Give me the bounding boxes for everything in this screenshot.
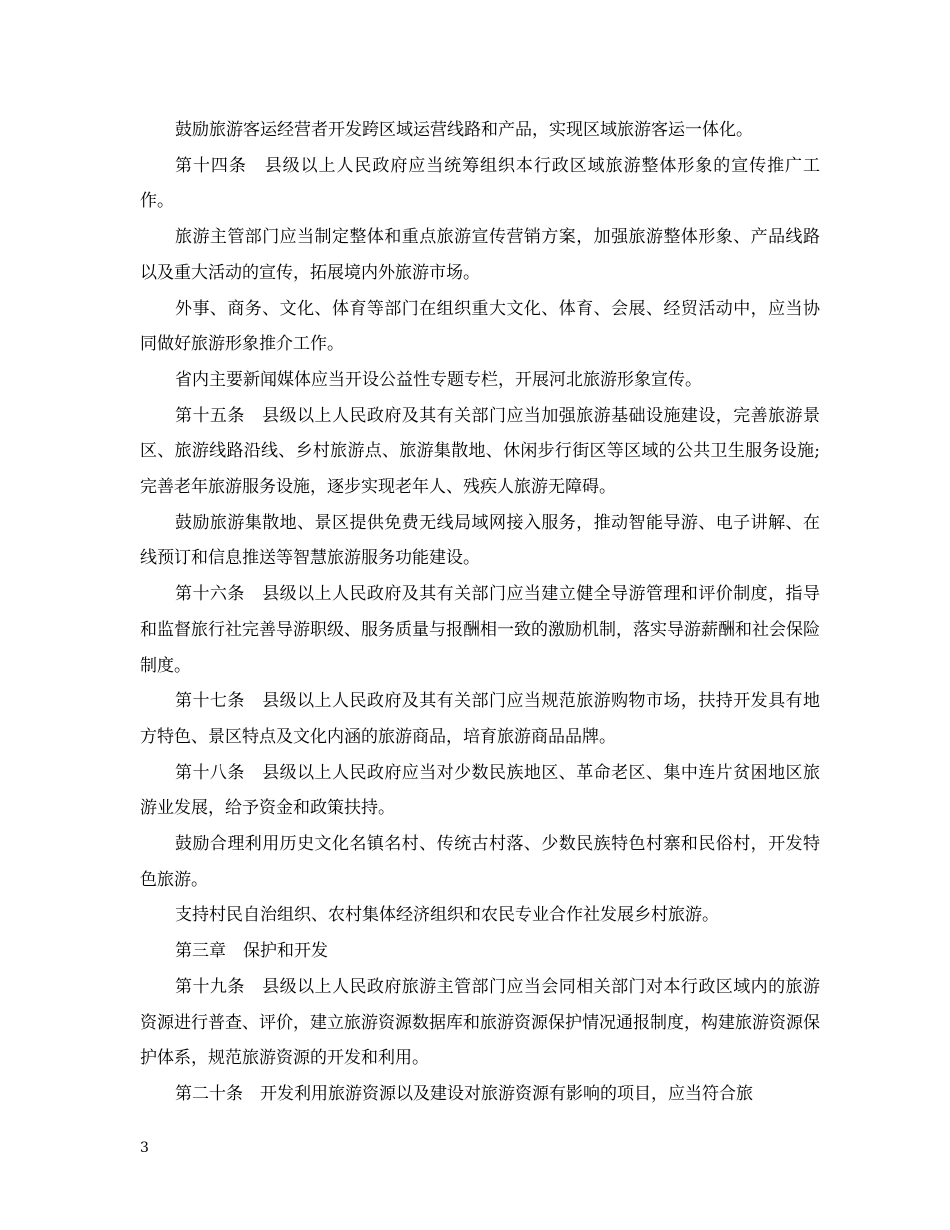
- article-17: 第十七条 县级以上人民政府及其有关部门应当规范旅游购物市场，扶持开发具有地方特色、景区特点及文化内涵的旅游商品，培育旅游商品品牌。: [140, 691, 820, 747]
- article-14: 第十四条 县级以上人民政府应当统筹组织本行政区域旅游整体形象的宣传推广工作。: [140, 155, 820, 212]
- paragraph: 支持村民自治组织、农村集体经济组织和农民专业合作社发展乡村旅游。: [175, 905, 719, 926]
- paragraph: 鼓励旅游客运经营者开发跨区域运营线路和产品，实现区域旅游客运一体化。: [175, 120, 753, 140]
- paragraph: 鼓励旅游集散地、景区提供免费无线局域网接入服务，推动智能导游、电子讲解、在线预订和信息推送等智慧旅游服务功能建设。: [140, 512, 820, 569]
- paragraph: 省内主要新闻媒体应当开设公益性专题专栏，开展河北旅游形象宣传。: [175, 369, 702, 390]
- article-19: 第十九条 县级以上人民政府旅游主管部门应当会同相关部门对本行政区域内的旅游资源进行普查、评价，建立旅游资源数据库和旅游资源保护情况通报制度，构建旅游资源保护体系，规范旅游资源的开发和利用。: [140, 976, 820, 1069]
- chapter-heading: 第三章 保护和开发: [175, 941, 328, 962]
- paragraph: 旅游主管部门应当制定整体和重点旅游宣传营销方案，加强旅游整体形象、产品线路以及重大活动的宣传，拓展境内外旅游市场。: [140, 227, 820, 283]
- paragraph: 鼓励合理利用历史文化名镇名村、传统古村落、少数民族特色村寨和民俗村，开发特色旅游。: [140, 834, 820, 890]
- article-16: 第十六条 县级以上人民政府及其有关部门应当建立健全导游管理和评价制度，指导和监督旅行社完善导游职级、服务质量与报酬相一致的激励机制，落实导游薪酬和社会保险制度。: [140, 584, 820, 676]
- page-number: 3: [140, 1140, 149, 1156]
- document-body: [140, 113, 820, 1113]
- article-15: 第十五条 县级以上人民政府及其有关部门应当加强旅游基础设施建设，完善旅游景区、旅游线路沿线、乡村旅游点、旅游集散地、休闲步行街区等区域的公共卫生服务设施;完善老年旅游服务设施，逐步实现老年人、残疾人旅游无障碍。: [140, 405, 820, 498]
- paragraph: 外事、商务、文化、体育等部门在组织重大文化、体育、会展、经贸活动中，应当协同做好旅游形象推介工作。: [140, 298, 820, 355]
- article-20: 第二十条 开发利用旅游资源以及建设对旅游资源有影响的项目，应当符合旅: [175, 1083, 753, 1104]
- article-18: 第十八条 县级以上人民政府应当对少数民族地区、革命老区、集中连片贫困地区旅游业发展，给予资金和政策扶持。: [140, 762, 820, 819]
